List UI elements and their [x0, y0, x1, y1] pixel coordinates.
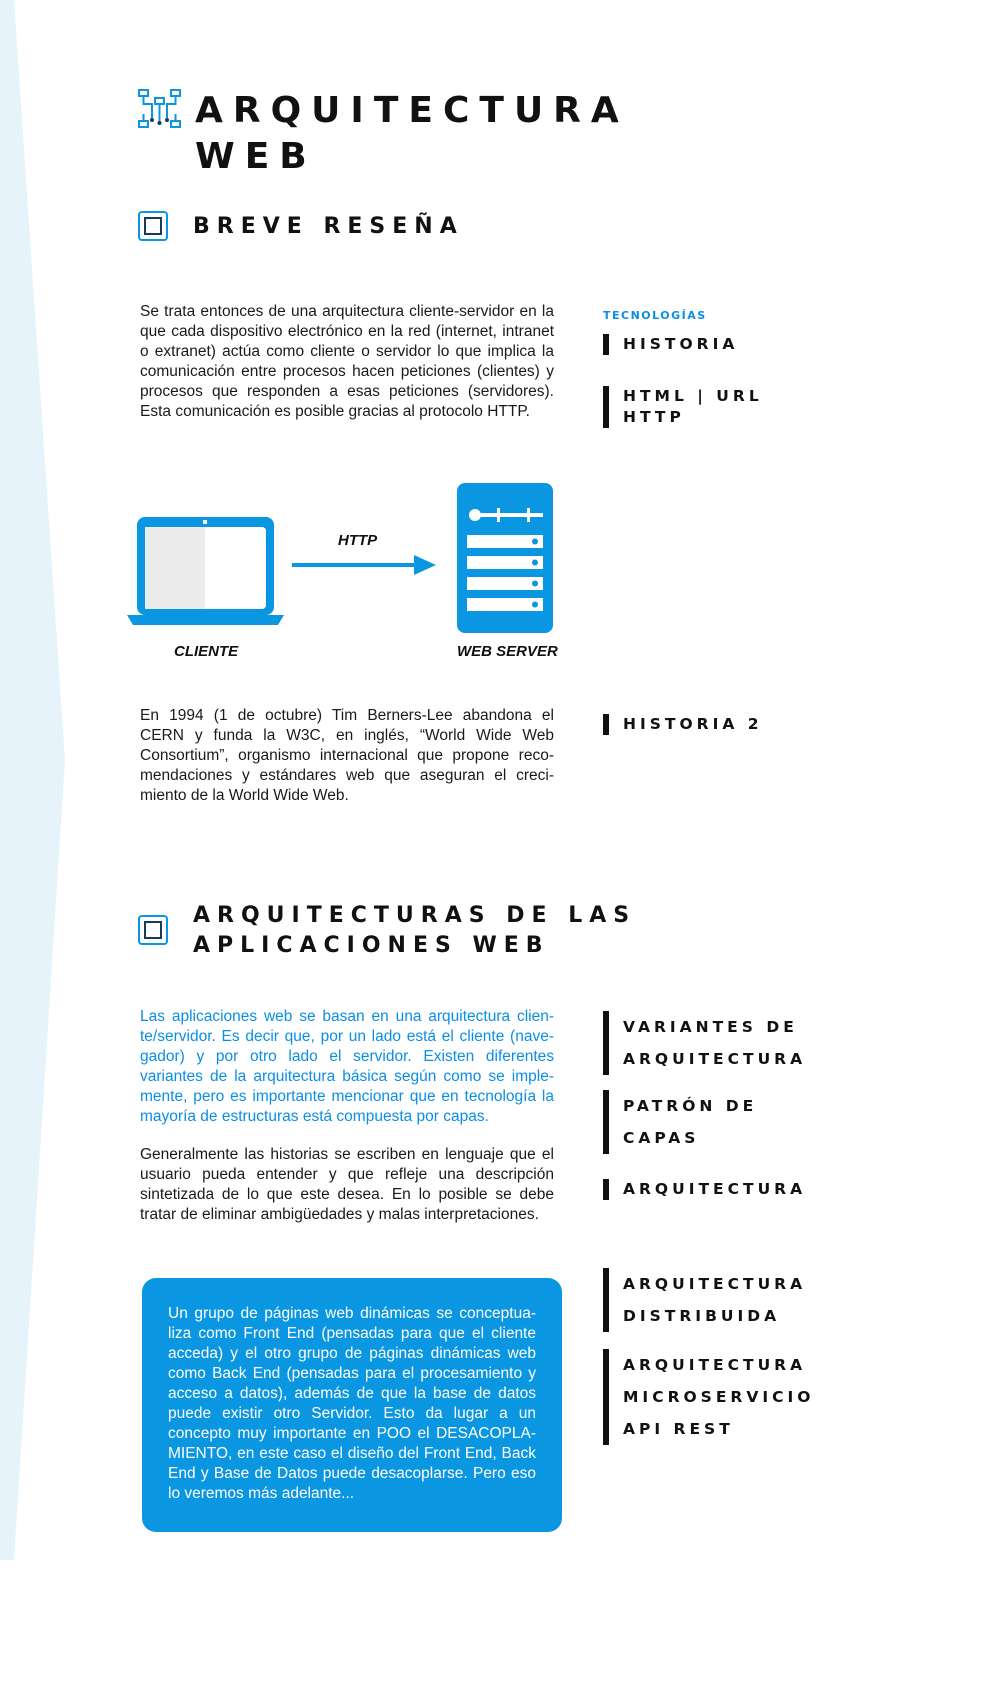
arrow-right-icon: [292, 553, 436, 577]
link-patron-capas[interactable]: [603, 1090, 757, 1154]
server-label: WEB SERVER: [457, 643, 558, 660]
section-title-arquitecturas: [193, 901, 636, 961]
link-historia-2-label: HISTORIA 2: [623, 715, 763, 733]
desacoplamiento-callout: [142, 1278, 562, 1532]
link-distribuida-line1: ARQUITECTURA: [623, 1275, 807, 1293]
link-historia[interactable]: [603, 334, 738, 355]
link-microservicio-line1: ARQUITECTURA: [623, 1356, 807, 1374]
link-patron-line2: CAPAS: [623, 1129, 700, 1147]
link-arquitectura-microservicio[interactable]: [603, 1349, 814, 1445]
link-html-url-http[interactable]: [603, 386, 763, 428]
page-title: [195, 88, 629, 180]
link-variantes-arquitectura[interactable]: [603, 1011, 806, 1075]
link-historia-label: HISTORIA: [623, 335, 739, 353]
side-panel-background: [0, 0, 65, 1560]
protocol-label: HTTP: [338, 532, 378, 549]
architecture-blue-paragraph: Las aplicaciones web se basan en una arquitectura clien-te/servidor. Es decir que, por un lado está el cliente (nave-gador) y por otro lado el servidor. Existen diferentes variantes de la arquitectura básica según como se imple-mente, pero es importante mencionar que en tecnología la mayoría de estructuras está compuesta por capas.: [140, 1008, 554, 1125]
section-title-line2: APLICACIONES WEB: [193, 933, 550, 958]
history-paragraph: En 1994 (1 de octubre) Tim Berners-Lee abandona el CERN y funda la W3C, en inglés, “World Wide Web Consortium”, organismo internacional que propone reco-mendaciones y estándares web que aseguran el creci-miento de la World Wide Web.: [140, 707, 554, 804]
page-title-line2: WEB: [195, 136, 317, 177]
page-title-line1: ARQUITECTURA: [195, 90, 629, 131]
user-stories-paragraph: Generalmente las historias se escriben en lenguaje que el usuario pueda entender y que refleje una descripción sintetizada de lo que este desea. En lo posible se debe tratar de eliminar ambigüedades y malas interpretaciones.: [140, 1146, 554, 1223]
link-historia-2[interactable]: [603, 714, 763, 735]
section-title-breve-resena: BREVE RESEÑA: [193, 214, 464, 239]
link-patron-line1: PATRÓN DE: [623, 1097, 758, 1115]
square-frame-icon: [137, 914, 169, 946]
laptop-icon: [127, 515, 284, 627]
section-title-line1: ARQUITECTURAS DE LAS: [193, 903, 637, 928]
link-distribuida-line2: DISTRIBUIDA: [623, 1307, 781, 1325]
server-icon: [457, 483, 553, 633]
link-arquitectura[interactable]: [603, 1179, 806, 1200]
link-variantes-line1: VARIANTES DE: [623, 1018, 798, 1036]
link-arquitectura-label: ARQUITECTURA: [623, 1180, 807, 1198]
intro-paragraph: Se trata entonces de una arquitectura cliente-servidor en la que cada dispositivo electrónico en la red (internet, intranet o extranet) actúa como cliente o servidor lo que implica la comunicación entre procesos hacen peticiones (clientes) y procesos que responden a esas peticiones (servidores). Esta comunicación es posible gracias al protocolo HTTP.: [140, 303, 554, 420]
link-html-url-label: HTML | URL: [623, 387, 763, 405]
square-frame-icon: [137, 210, 169, 242]
client-label: CLIENTE: [174, 643, 239, 660]
circuit-icon: [138, 88, 182, 130]
callout-text: Un grupo de páginas web dinámicas se conceptua-liza como Front End (pensadas para que el cliente acceda) y el otro grupo de páginas dinámicas web como Back End (pensadas para el procesamiento y acceso a datos), además de que la base de datos puede existir otro Servidor. Esto da lugar a un concepto muy importante en POO el DESACOPLA-MIENTO, en este caso el diseño del Front End, Back End y Base de Datos puede desacoplarse. Pero eso lo veremos más adelante...: [168, 1305, 536, 1502]
link-microservicio-line3: API REST: [623, 1420, 734, 1438]
link-arquitectura-distribuida[interactable]: [603, 1268, 806, 1332]
link-http-label: HTTP: [623, 408, 685, 426]
technologies-label: TECNOLOGÍAS: [603, 309, 707, 322]
link-microservicio-line2: MICROSERVICIO: [623, 1388, 815, 1406]
link-variantes-line2: ARQUITECTURA: [623, 1050, 807, 1068]
